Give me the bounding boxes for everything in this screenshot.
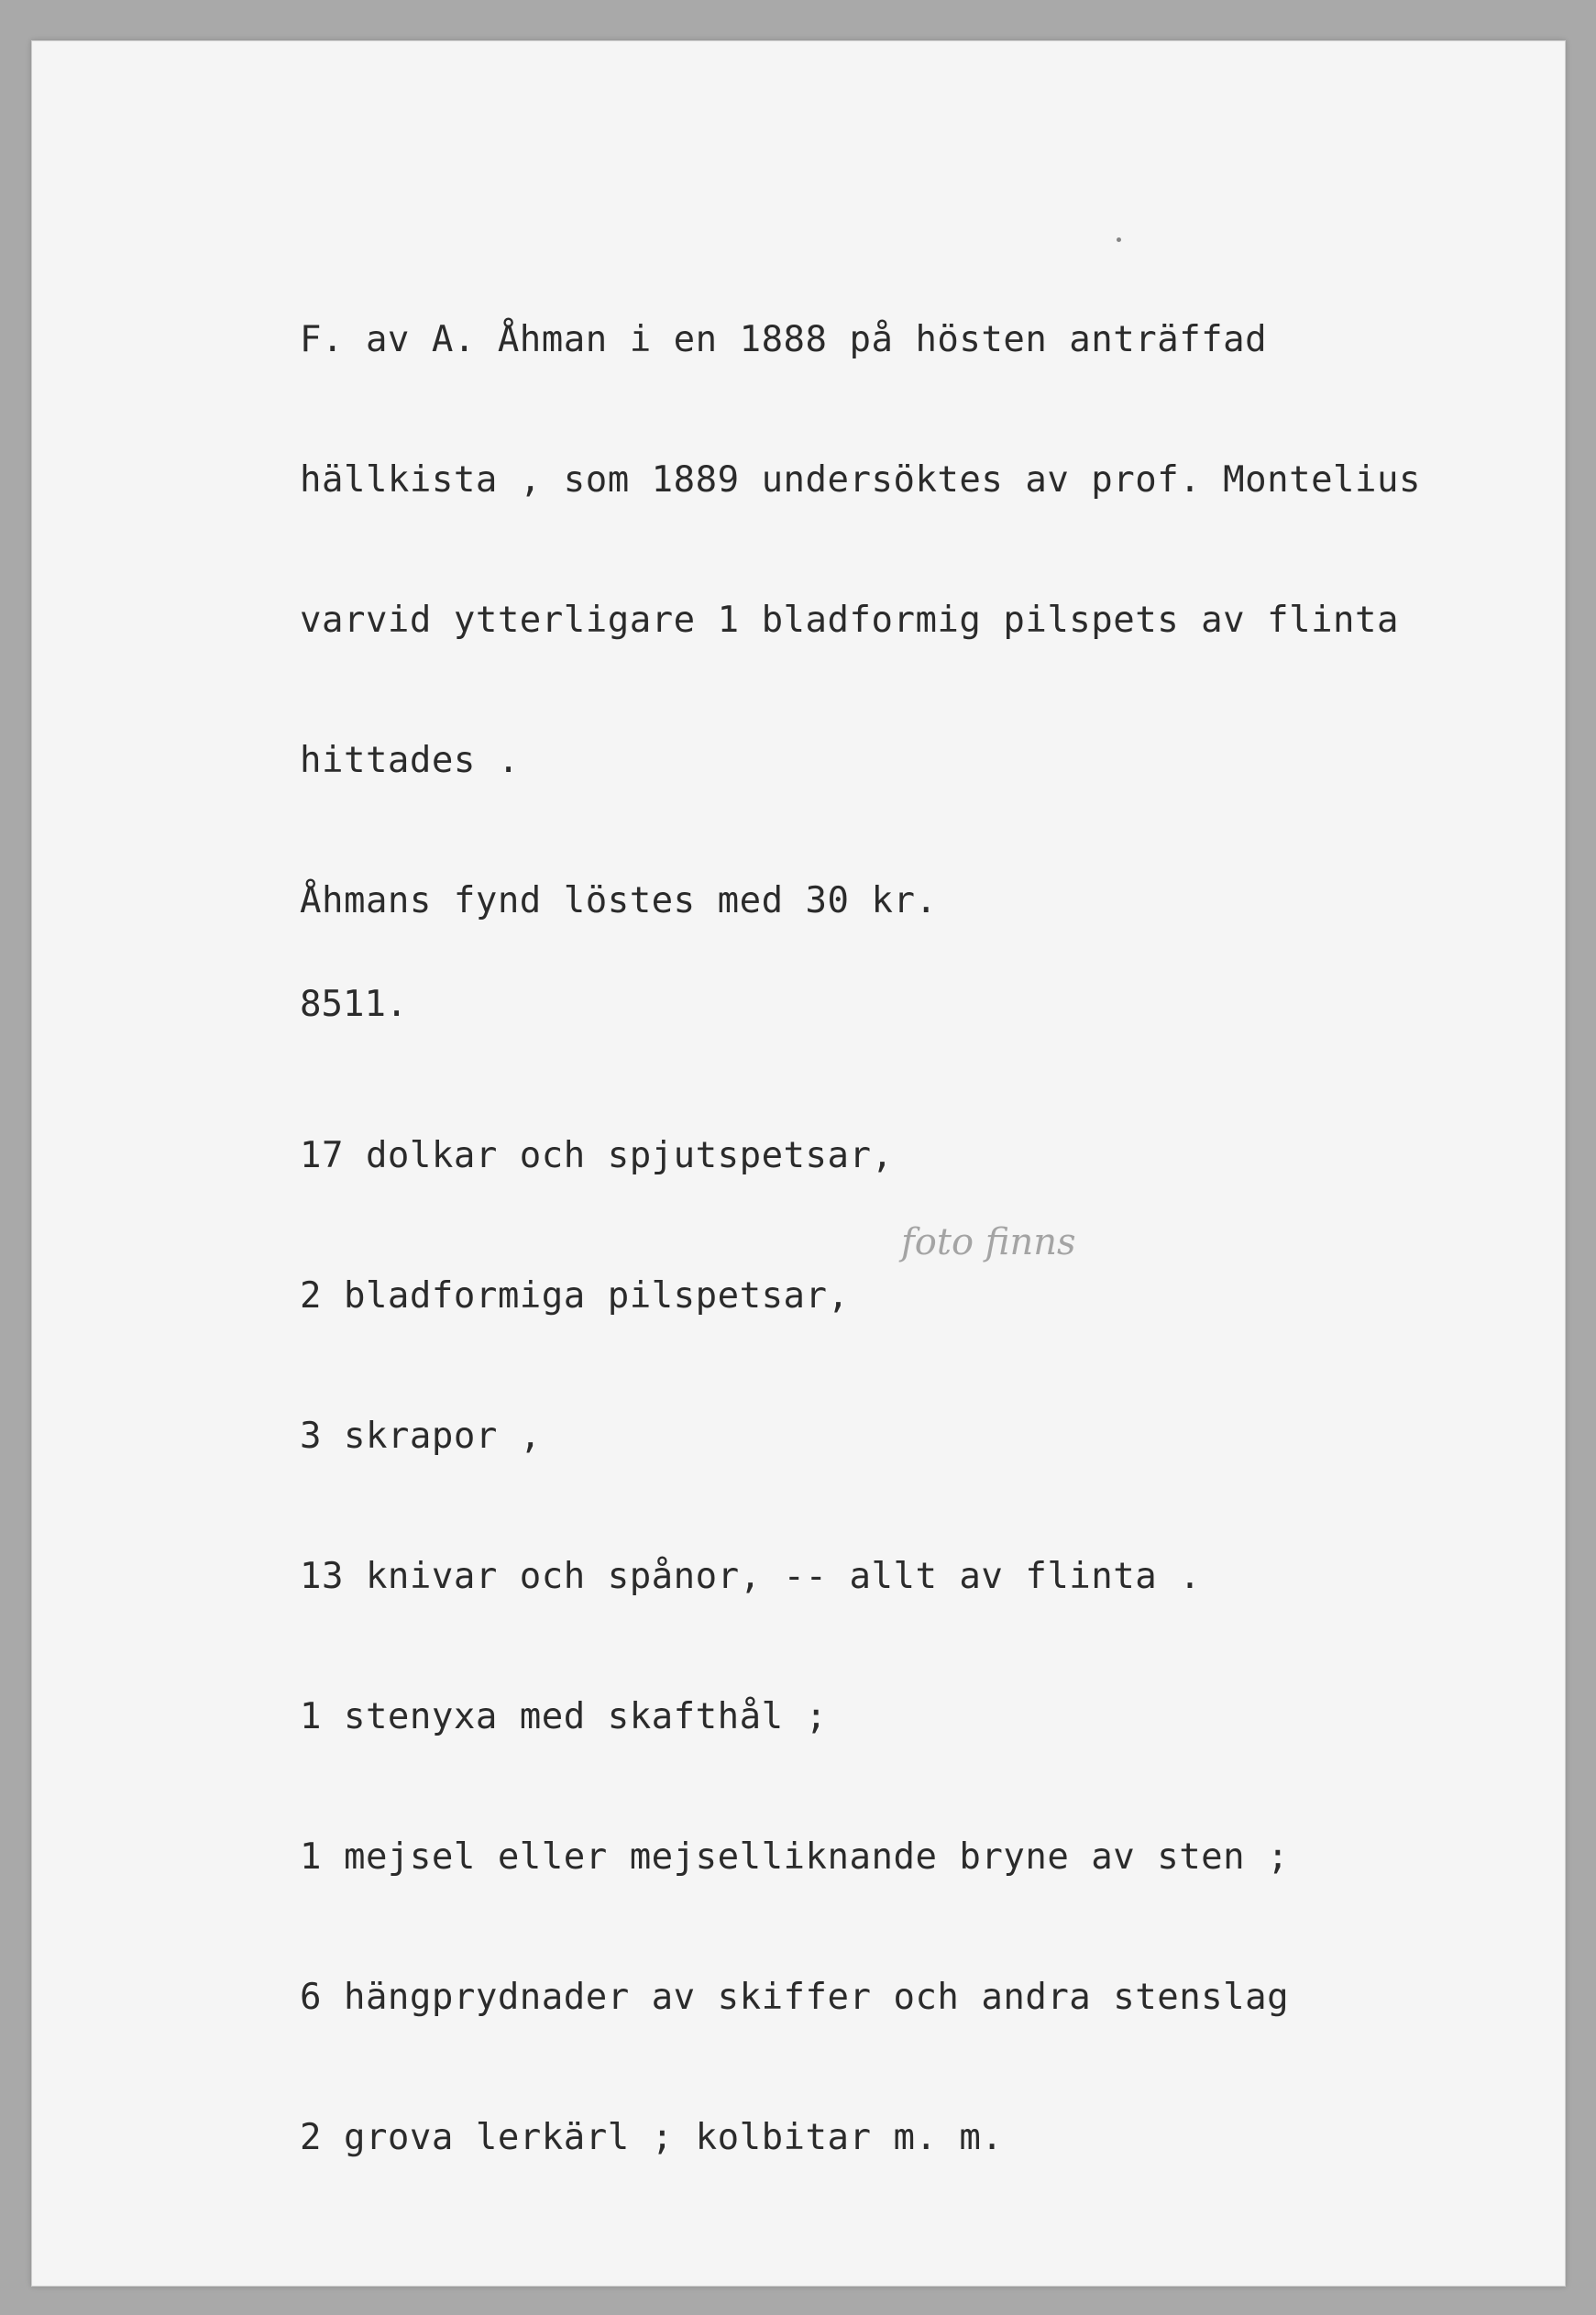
- find-note: [300, 223, 1421, 1018]
- index-card: [31, 40, 1566, 2287]
- catalog-item: 3 skrapor ,: [300, 1416, 542, 1457]
- handwritten-photo-note: foto finns: [901, 1221, 1076, 1263]
- catalog-item: 1 stenyxa med skafthål ;: [300, 1696, 828, 1737]
- find-note-line-4: hittades .: [300, 740, 520, 781]
- catalog-item: 6 hängprydnader av skiffer och andra stenslag: [300, 1977, 1290, 2018]
- catalog-item: 17 dolkar och spjutspetsar,: [300, 1135, 894, 1176]
- catalog-item: 2 grova lerkärl ; kolbitar m. m.: [300, 2117, 1004, 2158]
- catalog-item-list: [300, 1039, 1289, 2254]
- catalog-item: 1 mejsel eller mejselliknande bryne av sten ;: [300, 1836, 1290, 1878]
- catalog-item: 13 knivar och spånor, -- allt av flinta .: [300, 1556, 1202, 1597]
- find-note-line-1: F. av A. Åhman i en 1888 på hösten anträffad: [300, 319, 1268, 360]
- catalog-item: 2 bladformiga pilspetsar,: [300, 1275, 850, 1317]
- find-note-line-5: Åhmans fynd löstes med 30 kr.: [300, 880, 938, 921]
- find-note-line-2: hällkista , som 1889 undersöktes av prof. Montelius: [300, 459, 1421, 501]
- find-note-line-3: varvid ytterligare 1 bladformig pilspets av flinta: [300, 600, 1399, 641]
- catalog-number: 8511.: [300, 984, 408, 1025]
